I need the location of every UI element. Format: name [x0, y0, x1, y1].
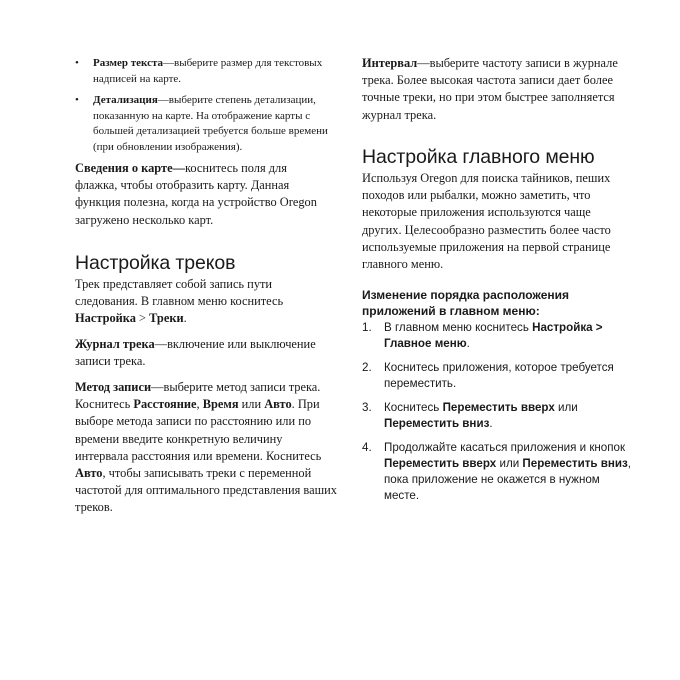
step-bold: Настройка > Главное меню	[384, 321, 603, 350]
track-log-paragraph	[75, 336, 335, 370]
record-method-term: Метод записи	[75, 380, 152, 394]
interval-term: Интервал	[362, 56, 418, 70]
step-text: Продолжайте касаться приложения и кнопок	[384, 441, 626, 454]
step-text: Коснитесь	[384, 401, 443, 414]
bullet-dot: •	[75, 94, 79, 106]
step-text-end: , пока приложение не окажется в нужном месте.	[384, 457, 631, 502]
bullet-text: —выберите степень детализации, показанную на карте. На отображение карты с большей детализацией требуется больше времени (при обновлении изображения).	[93, 94, 328, 153]
tracks-intro-bold-2: Треки	[149, 311, 184, 326]
main-menu-intro: Используя Oregon для поиска тайников, пеших походов или рыбалки, можно заметить, что некоторые приложения используются чаще других. Целесообразно разместить более часто используемые приложения на первой странице главного меню.	[362, 171, 611, 272]
step-text-2: или	[496, 457, 523, 470]
map-info-term: Сведения о карте—	[75, 161, 185, 175]
record-method-bold-2: Время	[202, 397, 239, 412]
tracks-intro-text: Трек представляет собой запись пути следования. В главном меню коснитесь	[75, 277, 284, 309]
interval-paragraph	[362, 55, 624, 124]
map-settings-bullets	[75, 56, 345, 161]
step-number: 4.	[362, 441, 372, 454]
record-method-paragraph	[75, 379, 337, 517]
step-text-end: .	[489, 417, 493, 430]
record-method-bold-1: Расстояние	[133, 397, 197, 412]
step-number: 3.	[362, 401, 372, 414]
step-item	[362, 400, 637, 432]
step-number: 2.	[362, 361, 372, 374]
record-method-bold-3: Авто	[264, 397, 292, 412]
track-log-text: —включение или выключение записи трека.	[75, 337, 316, 369]
step-number: 1.	[362, 321, 372, 334]
step-item	[362, 360, 637, 392]
tracks-intro-sep: >	[135, 311, 150, 326]
bullet-term: Размер текста	[93, 57, 163, 69]
main-menu-heading: Настройка главного меню	[362, 146, 595, 168]
step-bold-2: Переместить вниз	[384, 417, 490, 430]
tracks-intro-bold-1: Настройка	[75, 311, 136, 326]
step-text: В главном меню коснитесь	[384, 321, 533, 334]
step-text: Коснитесь приложения, которое требуется переместить.	[384, 361, 614, 390]
record-method-text-5: , чтобы записывать треки с переменной частотой для оптимального представления ваших треков.	[75, 466, 337, 515]
interval-text: —выберите частоту записи в журнале трека. Более высокая частота записи дает более точные треки, но при этом быстрее заполняется журнал трека.	[362, 56, 618, 122]
track-log-term: Журнал трека	[75, 337, 155, 351]
tracks-heading: Настройка треков	[75, 252, 236, 274]
step-item	[362, 320, 637, 352]
record-method-bold-4: Авто	[75, 466, 103, 481]
bullet-term: Детализация	[93, 94, 158, 106]
step-bold-2: Переместить вниз	[522, 457, 628, 470]
step-bold-1: Переместить вверх	[442, 401, 555, 414]
step-text-2: или	[554, 401, 578, 414]
record-method-text-3: или	[238, 397, 265, 412]
step-text-end: .	[466, 337, 470, 350]
bullet-detail	[75, 93, 345, 155]
record-method-text-1: —выберите метод записи трека. Коснитесь	[75, 380, 321, 412]
record-method-text-2: ,	[196, 397, 203, 412]
step-bold-1: Переместить вверх	[384, 457, 497, 470]
tracks-intro-end: .	[183, 311, 187, 326]
record-method-text-4: . При выборе метода записи по расстоянию или по времени введите конкретную величину интервала расстояния или времени. Коснитесь	[75, 397, 322, 463]
bullet-dot: •	[75, 57, 79, 69]
tracks-intro	[75, 276, 310, 328]
map-info-text: коснитесь поля для флажка, чтобы отобразить карту. Данная функция полезна, когда на устройство Oregon загружено несколько карт.	[75, 161, 317, 227]
bullet-text: —выберите размер для текстовых надписей на карте.	[93, 57, 323, 85]
bullet-text-size	[75, 56, 345, 87]
step-item	[362, 440, 637, 504]
reorder-steps	[362, 320, 637, 512]
map-info-paragraph	[75, 160, 320, 229]
reorder-subheading: Изменение порядка расположения приложений в главном меню:	[362, 288, 570, 318]
